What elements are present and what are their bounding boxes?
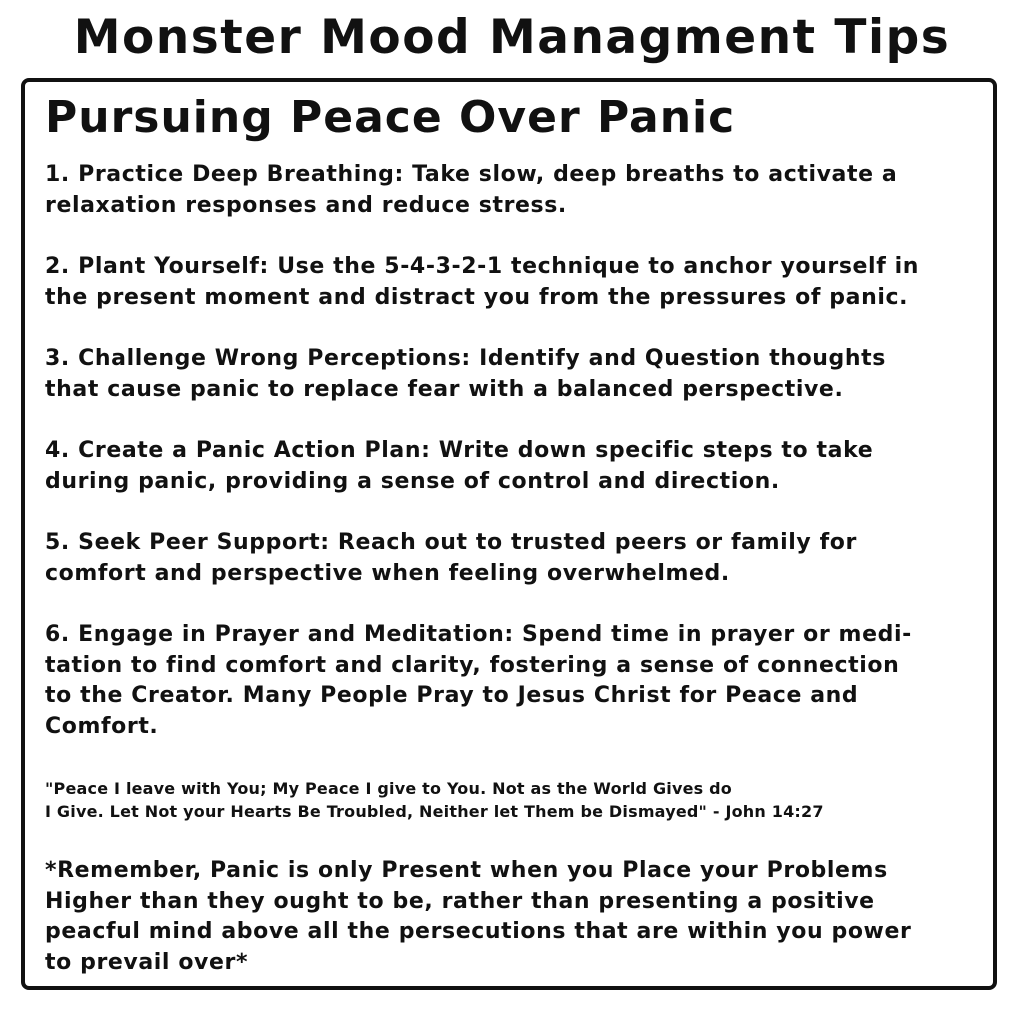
page-title: Monster Mood Managment Tips bbox=[73, 10, 951, 65]
tips-card bbox=[21, 78, 997, 990]
tip-line: the present moment and distract you from the pressures of panic. bbox=[45, 284, 909, 310]
reminder-line: Higher than they ought to be, rather than presenting a positive bbox=[45, 888, 875, 914]
tip-line: comfort and perspective when feeling overwhelmed. bbox=[45, 560, 730, 586]
reminder-note bbox=[45, 856, 985, 978]
reminder-line: peacful mind above all the persecutions that are within you power bbox=[45, 919, 912, 944]
tip-line: that cause panic to replace fear with a balanced perspective. bbox=[45, 376, 844, 402]
tip-line: 3. Challenge Wrong Perceptions: Identify and Question thoughts bbox=[45, 346, 886, 371]
quote-line: I Give. Let Not your Hearts Be Troubled, Neither let Them be Dismayed" - John 14:27 bbox=[45, 802, 824, 821]
card-heading: Pursuing Peace Over Panic bbox=[45, 92, 736, 143]
tip-line: relaxation responses and reduce stress. bbox=[45, 192, 567, 218]
tip-line: Comfort. bbox=[45, 713, 159, 739]
tip-item-perceptions bbox=[45, 344, 985, 405]
reminder-line: *Remember, Panic is only Present when you Place your Problems bbox=[45, 858, 888, 883]
scripture-quote bbox=[45, 777, 985, 823]
tip-item-prayer bbox=[45, 620, 985, 742]
tip-line: 1. Practice Deep Breathing: Take slow, deep breaths to activate a bbox=[45, 162, 898, 187]
quote-line: "Peace I leave with You; My Peace I give to You. Not as the World Gives do bbox=[45, 779, 733, 798]
tip-line: tation to find comfort and clarity, fostering a sense of connection bbox=[45, 652, 900, 678]
tip-line: 4. Create a Panic Action Plan: Write down specific steps to take bbox=[45, 438, 874, 463]
tip-item-peer-support bbox=[45, 528, 985, 589]
tip-line: 2. Plant Yourself: Use the 5-4-3-2-1 technique to anchor yourself in bbox=[45, 254, 920, 279]
tip-item-breathing bbox=[45, 160, 985, 221]
tip-line: 5. Seek Peer Support: Reach out to trusted peers or family for bbox=[45, 530, 857, 555]
tip-line: to the Creator. Many People Pray to Jesus Christ for Peace and bbox=[45, 683, 859, 708]
tip-line: 6. Engage in Prayer and Meditation: Spend time in prayer or medi- bbox=[45, 622, 912, 647]
reminder-line: to prevail over* bbox=[45, 949, 249, 975]
tip-item-action-plan bbox=[45, 436, 985, 497]
tip-item-grounding bbox=[45, 252, 985, 313]
tip-line: during panic, providing a sense of control and direction. bbox=[45, 468, 780, 494]
